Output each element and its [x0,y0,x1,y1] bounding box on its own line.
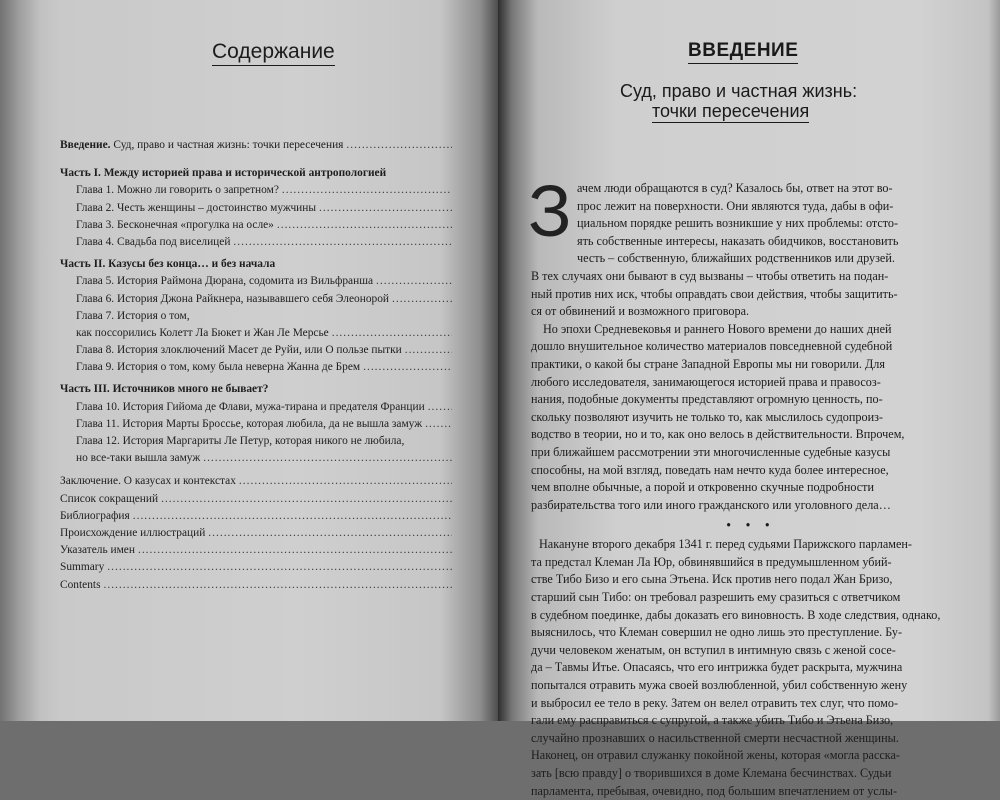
section-separator: • • • [726,518,776,533]
text-line: ачем люди обращаются в суд? Казалось бы, ответ на этот во- [577,181,893,195]
toc-part-2: Часть II. Казусы без конца… и без начала [60,258,276,271]
toc-entry: Глава 11. История Марты Броссье, которая любила, да не вышла замуж ..... [60,416,470,433]
toc-entry: Глава 2. Честь женщины – достоинство мужчины ..... [60,200,470,217]
text-line: выяснилось, что Клеман совершил не одно лишь это преступление. Бу- [531,625,903,640]
toc-entry: Глава 7. История о том, [76,309,190,322]
toc-title: Содержание [212,40,335,66]
text-line: дучи человеком женатым, он вступил в интимную связь с женой сосе- [531,642,896,657]
table-of-contents [60,137,470,594]
text-line: Наконец, он отравил служанку покойной жены, которая «могла расска- [531,748,900,763]
text-line: способны, на мой взгляд, поведать нам нечто куда более интересное, [531,462,889,477]
toc-entry: Глава 9. История о том, кому была неверна Жанна де Брем ..... [60,359,470,376]
toc-entry: Глава 6. История Джона Райкнера, называвшего себя Элеонорой ..... [60,291,470,308]
chapter-subtitle-line1: Суд, право и частная жизнь: [620,81,858,101]
toc-entry-intro: Введение. Суд, право и частная жизнь: точки пересечения ..... [60,137,470,154]
text-line: Но эпохи Средневековья и раннего Нового времени до наших дней [543,321,892,336]
text-line: и выбросил ее тело в реку. Затем он велел отравить тех слуг, что помо- [531,695,898,710]
chapter-title: ВВЕДЕНИЕ [688,40,798,64]
text-line: циальном порядке решить возникшие у них проблемы: отсто- [577,216,899,231]
text-line: дошло внушительное количество материалов повседневной судебной [531,339,893,354]
toc-entry: Список сокращений ..... [60,491,470,508]
toc-entry: Глава 1. Можно ли говорить о запретном? ..... [60,182,470,199]
text-line: попытался отравить мужа своей возлюбленной, убил собственную жену [531,678,908,693]
text-line: чем вполне обычные, а порой и откровенно скучные подробности [531,480,875,495]
toc-part-3: Часть III. Источников много не бывает? [60,383,269,396]
text-line: ять собственные интересы, наказать обидчиков, восстановить [577,233,899,248]
text-line: при ближайшем рассмотрении эти многочисленные судебные казусы [531,444,891,459]
drop-cap: З [528,172,572,252]
text-line: прос лежит на поверхности. Они являются туда, дабы в офи- [577,198,894,213]
chapter-subtitle-line2: точки пересечения [652,101,810,121]
text-line: Накануне второго декабря 1341 г. перед судьями Парижского парламен- [539,537,912,552]
text-line: любого исследователя, занимающегося историей права и правосоз- [531,374,881,389]
text-line: честь – собственную, ближайших родственников или друзей. [577,251,895,266]
text-line: скольку позволяют изучить не только то, как мыслилось судопроиз- [531,409,883,424]
toc-entry: Указатель имен ..... [60,542,470,559]
toc-part-1: Часть I. Между историей права и исторической антропологией [60,167,387,180]
toc-entry: Происхождение иллюстраций ..... [60,525,470,542]
toc-entry: как поссорились Колетт Ла Бюкет и Жан Ле Мерсье ..... [60,325,470,342]
text-line: парламента, пребывая, очевидно, под большим впечатлением от услы- [531,783,898,798]
toc-entry-conclusion: Заключение. О казусах и контекстах ..... [60,473,470,490]
toc-entry: Глава 10. История Гийома де Флави, мужа-тирана и предателя Франции ..... [60,399,470,416]
toc-entry: Библиография ..... [60,508,470,525]
text-line: практики, о какой бы стране Западной Европы мы ни говорили. Для [531,356,885,371]
text-line: стве Тибо Бизо и его сына Этьена. Иск против него подал Жан Бризо, [531,572,893,587]
text-line: нания, подобные документы представляют огромную ценность, по- [531,392,883,407]
text-line: в судебном поединке, дабы доказать его виновность. В ходе следствия, однако, [531,607,941,622]
page-edge-shadow [0,0,40,721]
text-line: ный против них иск, чтобы оправдать свои действия, чтобы защитить- [531,286,898,301]
text-line: В тех случаях они бывают в суд вызваны – чтобы ответить на подан- [531,268,889,283]
text-line: ся от обвинений и возможного приговора. [531,304,750,319]
text-line: гали ему расправиться с супругой, а также убить Тибо и Этьена Бизо, [531,713,894,728]
toc-entry: Глава 3. Бесконечная «прогулка на осле» ..... [60,217,470,234]
text-line: случайно прознавших о насильственной смерти несчастной женщины. [531,730,899,745]
toc-entry: Глава 12. История Маргариты Ле Петур, которая никого не любила, [76,435,405,447]
text-line: зать [всю правду] о творившихся в доме Клемана бесчинствах. Судьи [531,766,892,780]
toc-entry: Summary ..... [60,559,470,576]
toc-entry: Глава 8. История злоключений Масет де Руйи, или О пользе пытки ..... [60,342,470,359]
toc-entry: Contents ..... [60,577,470,594]
toc-entry: но все-таки вышла замуж ..... [60,450,470,467]
toc-entry: Глава 4. Свадьба под виселицей ..... [60,234,470,251]
text-line: разбирательства того или иного гражданского или уголовного дела… [531,497,891,512]
text-line: старший сын Тибо: он требовал разрешить ему сразиться с ответчиком [531,590,901,605]
body-text [531,180,971,800]
text-line: водство в теории, но и то, как оно велось в действительности. Впрочем, [531,427,905,442]
text-line: та предстал Клеман Ла Юр, обвинявшийся в предумышленном убий- [531,554,892,569]
toc-entry: Глава 5. История Раймона Дюрана, содомита из Вильфранша ..... [60,273,470,290]
text-line: да – Тавмы Итье. Опасаясь, что его интрижка будет раскрыта, мужчина [531,660,903,675]
left-page [0,0,498,721]
